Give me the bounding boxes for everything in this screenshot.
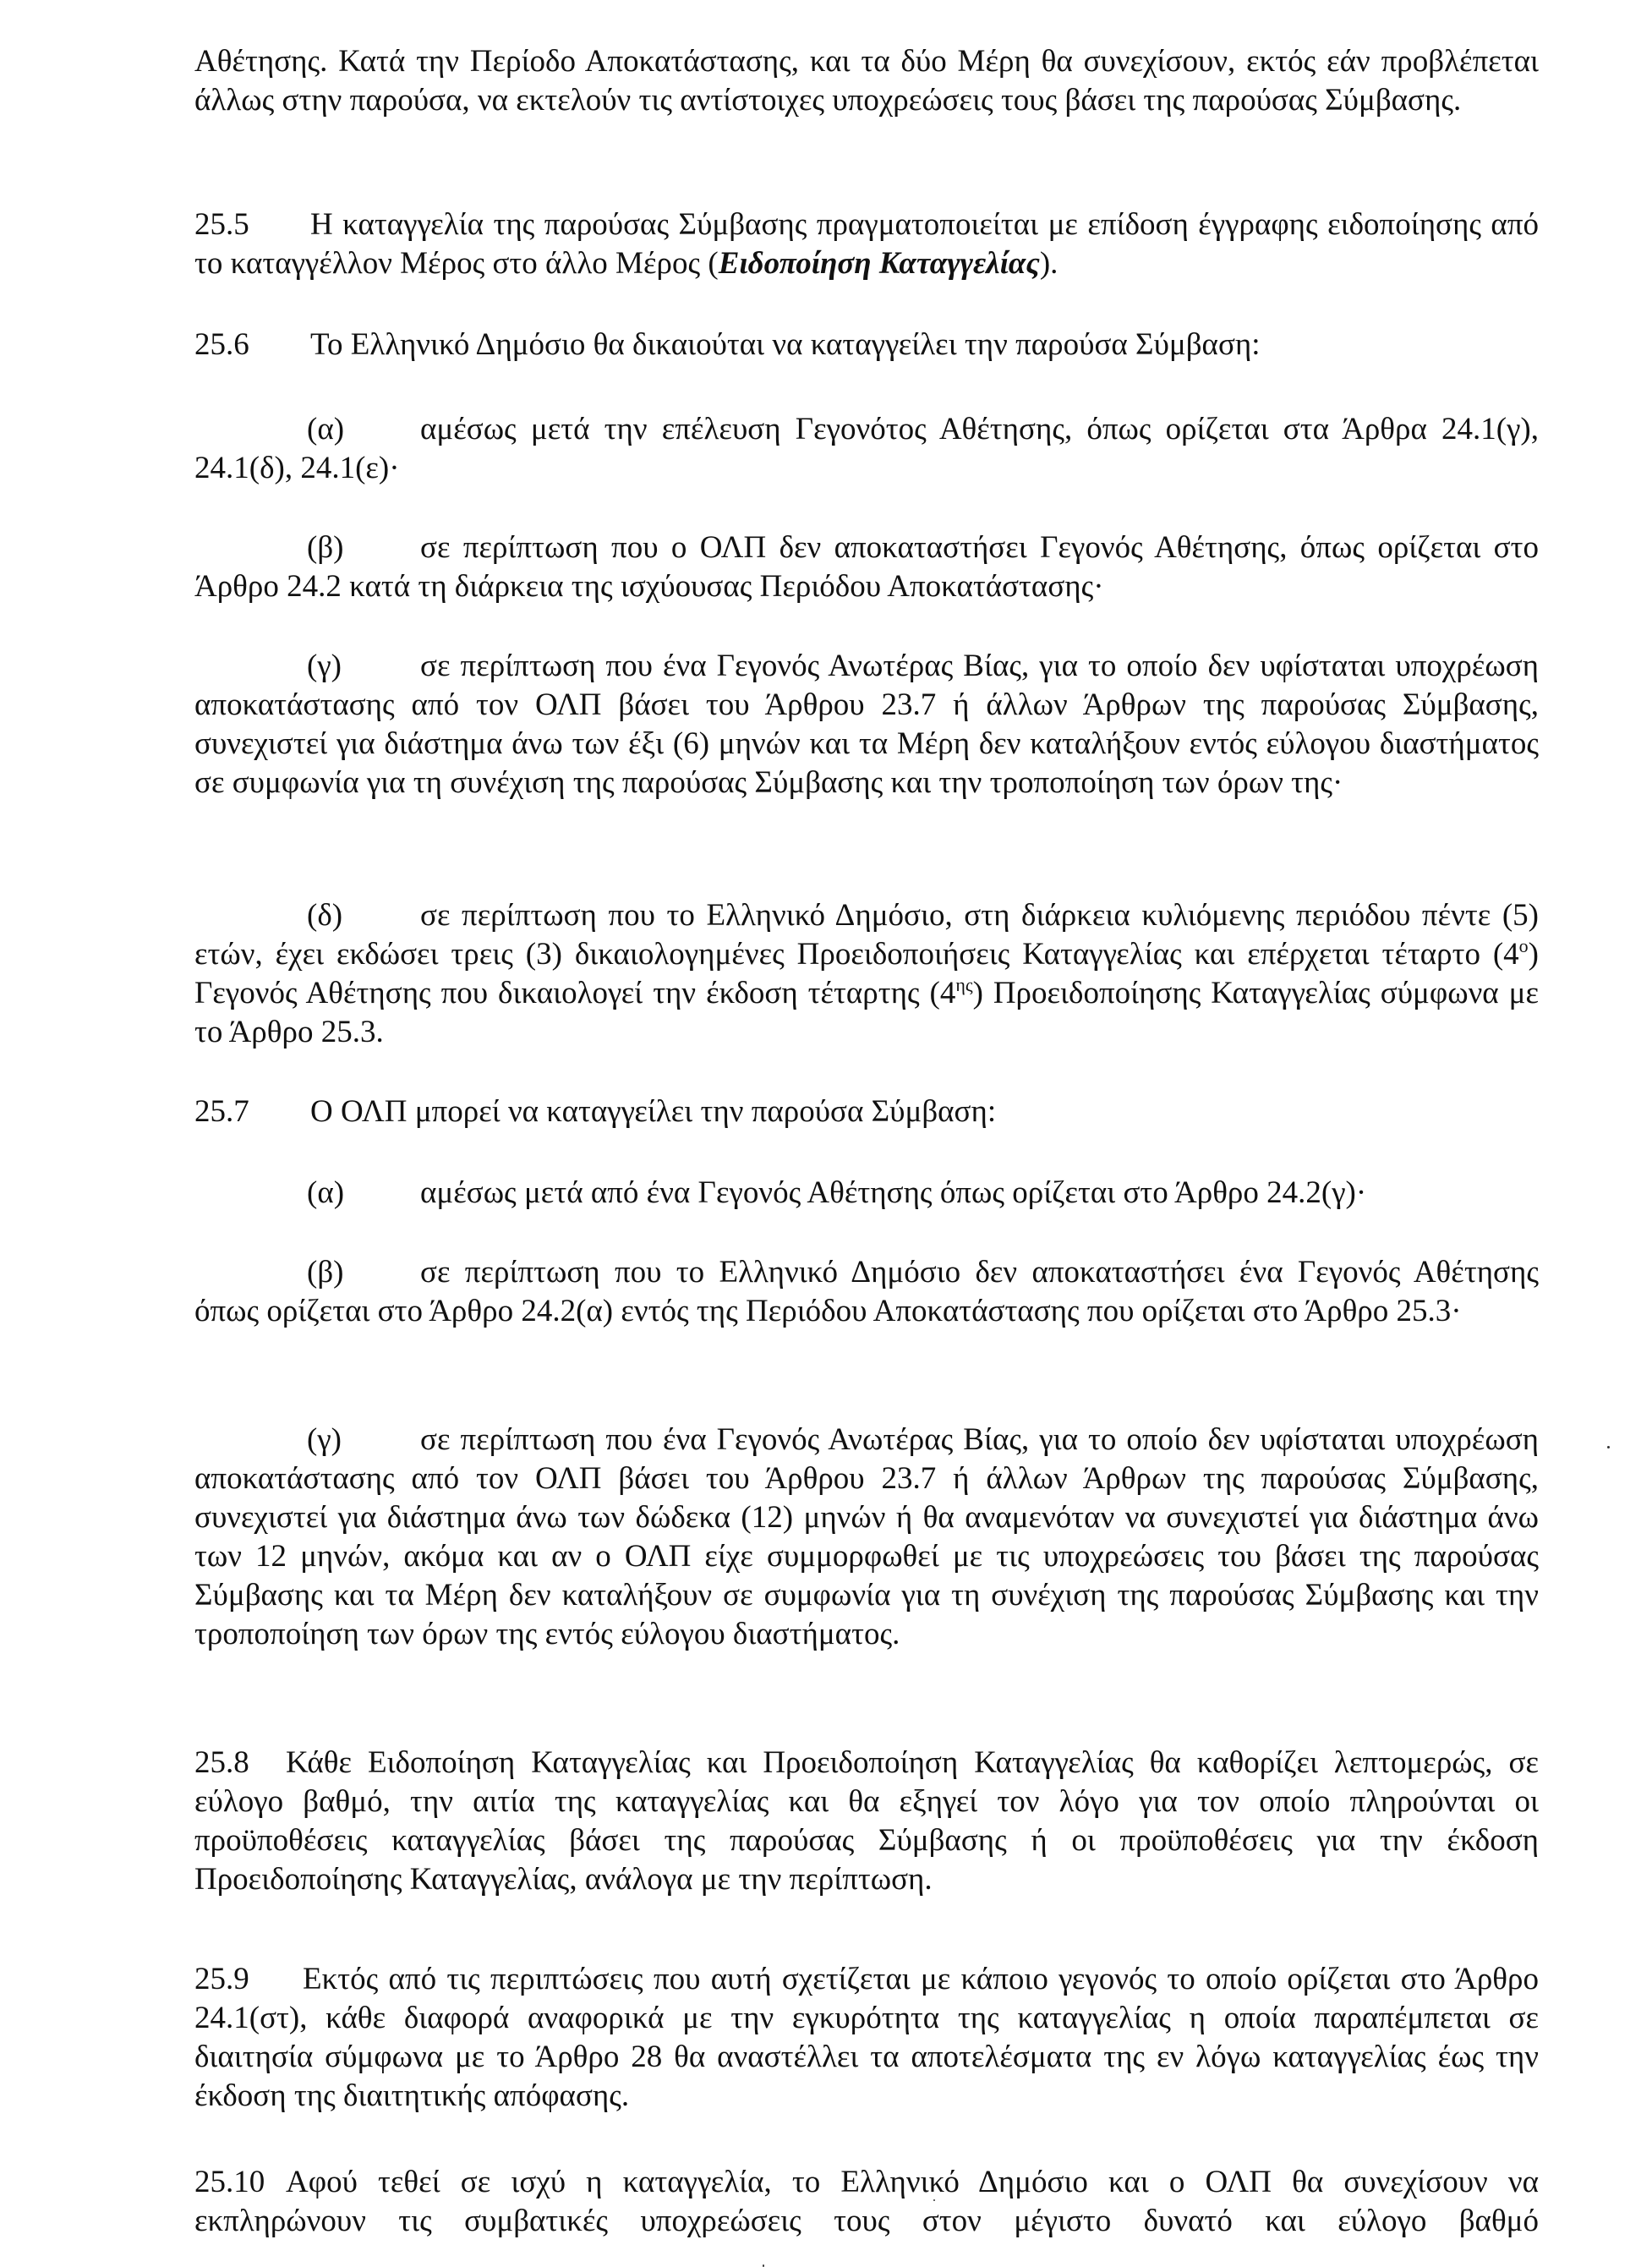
item-label: (γ) xyxy=(307,649,342,683)
item-text: ) Γεγονός Αθέτησης που δικαιολογεί την έκδοση τέταρτης (4 xyxy=(194,937,1539,1010)
item-text: σε περίπτωση που ο ΟΛΠ δεν αποκαταστήσει Γεγονός Αθέτησης, όπως ορίζεται στο Άρθρο 24.2 κατά τη διάρκεια της ισχύουσας Περιόδου Αποκατάστασης· xyxy=(194,530,1539,604)
clause-25-9 xyxy=(194,1960,1539,2116)
clause-25-6-item-b xyxy=(194,528,1539,606)
clause-number: 25.5 xyxy=(194,207,249,242)
clause-number: 25.6 xyxy=(194,327,249,362)
clause-25-7-item-a xyxy=(194,1174,1539,1213)
defined-term: Ειδοποίηση Καταγγελίας xyxy=(718,246,1040,281)
clause-number: 25.9 xyxy=(194,1962,249,1996)
item-label: (β) xyxy=(307,1255,344,1290)
clause-25-10 xyxy=(194,2163,1539,2241)
item-text: αμέσως μετά από ένα Γεγονός Αθέτησης όπως ορίζεται στο Άρθρο 24.2(γ)· xyxy=(420,1175,1367,1210)
item-label: (β) xyxy=(307,530,344,565)
superscript-ordinal: ης xyxy=(955,974,973,995)
clause-25-7 xyxy=(194,1092,1539,1131)
clause-text: Κάθε Ειδοποίηση Καταγγελίας και Προειδοποίηση Καταγγελίας θα καθορίζει λεπτομερώς, σε εύλογο βαθμό, την αιτία της καταγγελίας και θα εξηγεί τον λόγο για τον οποίο πληρούνται οι προϋποθέσεις καταγγελίας βάσει της παρούσας Σύμβασης ή οι προϋποθέσεις για την έκδοση Προειδοποίησης Καταγγελίας, ανάλογα με την περίπτωση. xyxy=(194,1745,1539,1897)
clause-text-end: ). xyxy=(1039,246,1058,281)
paragraph-text: Αθέτησης. Κατά την Περίοδο Αποκατάστασης, και τα δύο Μέρη θα συνεχίσουν, εκτός εάν προβλέπεται άλλως στην παρούσα, να εκτελούν τις αντίστοιχες υποχρεώσεις τους βάσει της παρούσας Σύμβασης. xyxy=(194,44,1539,118)
clause-number: 25.10 xyxy=(194,2165,265,2199)
clause-text: Το Ελληνικό Δημόσιο θα δικαιούται να καταγγείλει την παρούσα Σύμβαση: xyxy=(310,327,1261,362)
clause-text: Η καταγγελία της παρούσας Σύμβασης πραγματοποιείται με επίδοση έγγραφης ειδοποίησης από το καταγγέλλον Μέρος στο άλλο Μέρος ( xyxy=(194,207,1539,281)
superscript-ordinal: ο xyxy=(1518,935,1529,956)
clause-number: 25.7 xyxy=(194,1094,249,1129)
item-text: ) Προειδοποίησης Καταγγελίας σύμφωνα με το Άρθρο 25.3. xyxy=(194,976,1539,1049)
scan-speck xyxy=(1607,1446,1610,1448)
clause-text: Εκτός από τις περιπτώσεις που αυτή σχετίζεται με κάποιο γεγονός το οποίο ορίζεται στο Άρθρο 24.1(στ), κάθε διαφορά αναφορικά με την εγκυρότητα της καταγγελίας η οποία παραπέμπεται σε διαιτησία σύμφωνα με το Άρθρο 28 θα αναστέλλει τα αποτελέσματα της εν λόγω καταγγελίας έως την έκδοση της διαιτητικής απόφασης. xyxy=(194,1962,1539,2113)
item-label: (γ) xyxy=(307,1422,342,1457)
scan-speck xyxy=(933,2199,935,2201)
clause-25-8 xyxy=(194,1744,1539,1899)
item-text: σε περίπτωση που το Ελληνικό Δημόσιο, στη διάρκεια κυλιόμενης περιόδου πέντε (5) ετών, έχει εκδώσει τρεις (3) δικαιολογημένες Προειδοποιήσεις Καταγγελίας και επέρχεται τέταρτο (4 xyxy=(194,898,1539,972)
item-label: (α) xyxy=(307,412,345,446)
clause-25-6-item-d xyxy=(194,896,1539,1052)
clause-text: Ο ΟΛΠ μπορεί να καταγγείλει την παρούσα Σύμβαση: xyxy=(310,1094,997,1129)
clause-text: Αφού τεθεί σε ισχύ η καταγγελία, το Ελληνικό Δημόσιο και ο ΟΛΠ θα συνεχίσουν να εκπληρώνουν τις συμβατικές υποχρεώσεις τους στον μέγιστο δυνατό και εύλογο βαθμό xyxy=(194,2165,1539,2238)
item-label: (δ) xyxy=(307,898,343,933)
clause-number: 25.8 xyxy=(194,1745,249,1780)
clause-25-6-item-a xyxy=(194,410,1539,488)
item-text: αμέσως μετά την επέλευση Γεγονότος Αθέτησης, όπως ορίζεται στα Άρθρα 24.1(γ), 24.1(δ), 24.1(ε)· xyxy=(194,412,1539,485)
item-text: σε περίπτωση που ένα Γεγονός Ανωτέρας Βίας, για το οποίο δεν υφίσταται υποχρέωση αποκατάστασης από τον ΟΛΠ βάσει του Άρθρου 23.7 ή άλλων Άρθρων της παρούσας Σύμβασης, συνεχιστεί για διάστημα άνω των δώδεκα (12) μηνών ή θα αναμενόταν να συνεχιστεί για διάστημα άνω των 12 μηνών, ακόμα και αν ο ΟΛΠ είχε συμμορφωθεί με τις υποχρεώσεις του βάσει της παρούσας Σύμβασης και τα Μέρη δεν καταλήξουν σε συμφωνία για τη συνέχιση της παρούσας Σύμβασης και την τροποποίηση των όρων της εντός εύλογου διαστήματος. xyxy=(194,1422,1539,1651)
clause-25-5 xyxy=(194,205,1539,283)
clause-25-7-item-c xyxy=(194,1421,1539,1654)
item-text: σε περίπτωση που το Ελληνικό Δημόσιο δεν αποκαταστήσει ένα Γεγονός Αθέτησης όπως ορίζεται στο Άρθρο 24.2(α) εντός της Περιόδου Αποκατάστασης που ορίζεται στο Άρθρο 25.3· xyxy=(194,1255,1539,1328)
clause-25-6-item-c xyxy=(194,647,1539,802)
item-text: σε περίπτωση που ένα Γεγονός Ανωτέρας Βίας, για το οποίο δεν υφίσταται υποχρέωση αποκατάστασης από τον ΟΛΠ βάσει του Άρθρου 23.7 ή άλλων Άρθρων της παρούσας Σύμβασης, συνεχιστεί για διάστημα άνω των έξι (6) μηνών και τα Μέρη δεν καταλήξουν εντός εύλογου διαστήματος σε συμφωνία για τη συνέχιση της παρούσας Σύμβασης και την τροποποίηση των όρων της· xyxy=(194,649,1539,800)
clause-25-6 xyxy=(194,326,1539,364)
item-label: (α) xyxy=(307,1175,345,1210)
clause-25-7-item-b xyxy=(194,1253,1539,1331)
paragraph-continuation xyxy=(194,42,1539,120)
